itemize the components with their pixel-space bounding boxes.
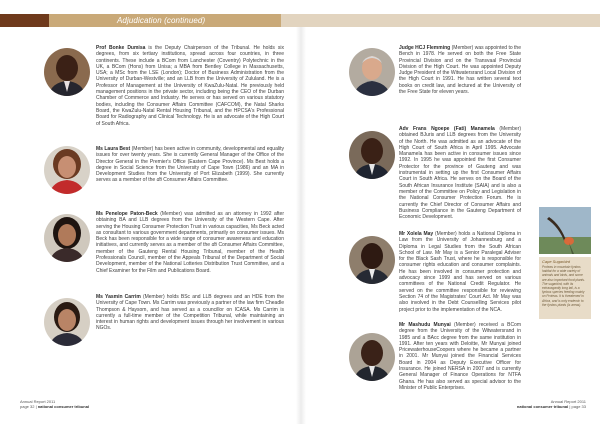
sugarbird-caption-title: Cape Sugarbird: [542, 259, 571, 264]
bio-dti: dti: [211, 242, 217, 249]
bio-name: Ms Penelope Paton-Beck: [96, 211, 158, 217]
bio-laura-best: [96, 146, 284, 184]
photo-xolela-may: [349, 236, 395, 284]
footer-right-brand: national consumer tribunal: [516, 404, 569, 409]
bio-name: Judge HCJ Flemming: [399, 45, 451, 51]
bio-name: Mr Mashudu Munyai: [399, 322, 451, 328]
bio-body: (Member) received a BCom degree from the University of the Witwatersrand in 1985 and a BAcc degree from the same institution in 1991. After ten years with Deloitte, Mr Munyai joined PricewaterhouseCoopers where he became a partner in 2001. Mr Munyai joined the Financial Services Board in 2004 as Deputy Executive Officer for Insurance. He joined NERSA in 2007 and is currently General Manager of Finance Operations for NTFA Ghana. He has also served as special advisor to the Minister of Public Enterprises.: [399, 322, 522, 391]
sugarbird-photo: [539, 207, 591, 254]
photo-hcj-flemming: [349, 48, 395, 96]
bio-name: Ms Laura Best: [96, 146, 131, 152]
bio-body: (Member) holds BSc and LLB degrees and an HDE from the University of Cape Town. Ms Carrim was previously a partner of the law firm Cheadle Thompson & Haysom, and has served as a councillor on ICASA. Ms Carrim is currently a full-time member of the Competition Tribunal, while maintaining an interest in human rights and development issues through her involvement in various NGOs.: [96, 294, 284, 332]
bio-name: Adv Frans Ngoepe (Fati) Manamela: [399, 126, 495, 132]
footer-left: [20, 399, 140, 409]
bio-bonke-dumisa: [96, 45, 284, 127]
photo-penelope-paton-beck: [44, 214, 90, 262]
bio-penelope-paton-beck: [96, 211, 284, 274]
bio-body: (Member) was appointed to the Bench in 1978. He served on both the Free State Provincial Division and on the Transvaal Provincial Division of the High Court. He was appointed Deputy Judge President of the Witwatersrand Local Division of the High Court in 1991. He has written several text books on credit law, and lectured at the University of the Free State for eleven years.: [399, 45, 521, 96]
bio-name: Mr Xolela May: [399, 231, 434, 237]
footer-left-report: Annual Report 2011: [20, 399, 56, 404]
footer-right: [476, 399, 586, 409]
bio-hcj-flemming: [399, 45, 521, 95]
footer-right-page-line: [476, 404, 586, 409]
footer-left-brand: national consumer tribunal: [37, 404, 90, 409]
bio-body: (Member) holds a National Diploma in Law from the University of Johannesburg and a Diploma in Legal Studies from the South African School of Law. Mr May is a Senior Paralegal Adviser for the Black Sash Trust, where he is responsible for consumer rights education and consumer complaints. He has been involved in consumer protection and advocacy since 1999 and has served on various committees of the National Credit Regulator. He served on the committee responsible for reviewing Section 74 of the Magistrates' Court Act. Mr May was also involved in the Debt Counselling Services pilot project prior to the implementation of the NCA.: [399, 231, 521, 313]
footer-right-page: | page 33: [568, 404, 586, 409]
bio-body-end: Consumer Affairs Committee, member of the Gauteng Rental Housing Tribunal, member of the Health Professionals Council, member of the Appeals Tribunal of the Department of Social Development, member of the National Lotteries Distribution Trust Committee, and a Chief Examiner for the Film and Publications Board.: [96, 242, 284, 274]
bio-body: (Member) was admitted as an attorney in 1992 after obtaining BA and LLB degrees from the University of the Western Cape. After serving the Housing Consumer Protection Trust in various capacities, Ms Beck acted as consultant to various government departments, primarily on consumer issues. Ms Beck has been responsible for a wide range of consumer awareness and education initiatives, and currently serves as a member of the: [96, 211, 284, 249]
footer-left-page: page 32 |: [20, 404, 38, 409]
bio-frans-ngoepe-manamela: [399, 126, 521, 220]
bio-body: (Member) has been active in community, developmental and equality issues for over twenty years. She is currently General Manager of the Office of the Director General in the Premier's Office (Eastern Cape Province). Ms Best holds a degree in Social Science from the University of Cape Town (1986) and an MA in Development Studies from the University of Port Elizabeth (1999). She currently serves as a member of the: [96, 146, 284, 184]
sugarbird-caption-text: Proteas in mountain fynbos habitat for a wide variety of animals and birds, and some are also important food plants. The sugarbird, with its extravagantly long tail, is a fynbos species feeding mainly on Proteas. It is threatened in Africa, and is only endemic to the fynbos plants (is areas).: [542, 265, 585, 307]
photo-yasmin-carrim: [44, 298, 90, 346]
page-spine: [296, 27, 306, 424]
bio-body: (Member) obtained BJuris and LLB degrees from the University of the North. He was admitted as an advocate of the High Court of South Africa in April 1995. Advocate Manamela has been active in consumer issues since 1992. In 1995 he was appointed the first Consumer Protector for the province of Gauteng and was instrumental in setting up the first Consumer Affairs Court in South Africa. He serves on the Board of the South African Insurance Institute (SAIA) and is also a member of the Committee on Policy and Legislation in the National Consumer Protection Forum. He is currently the Chief Director of Consumer Affairs and Business Compliance in the Gauteng Department of Economic Development.: [399, 126, 521, 221]
photo-bonke-dumisa: [44, 48, 90, 96]
bio-yasmin-carrim: [96, 294, 284, 332]
bio-name: Ms Yasmin Carrim: [96, 294, 141, 300]
bio-xolela-may: [399, 231, 521, 313]
footer-left-page-line: [20, 404, 140, 409]
photo-laura-best: [44, 146, 90, 194]
footer-right-report: Annual Report 2011: [550, 399, 586, 404]
header-accent: [0, 14, 49, 27]
photo-frans-ngoepe-manamela: [349, 131, 395, 179]
bio-mashudu-munyai: [399, 322, 521, 391]
sugarbird-caption-box: [539, 257, 591, 319]
bio-body: is the Deputy Chairperson of the Tribunal. He holds six degrees, from six tertiary institutions, spread across four countries, in three continents. These include a BCom from Lanchester (Coventry) Polytechnic in the UK, a BCom (Hons) from Unisa; a MBA from Bentley College in Massachusetts, USA; a MSc from the LSE (London); Doctor of Business Administration from the University of Durban-Westville; and an LLB from the University of Zululand. He is a Professor of Management at the University of KwaZulu-Natal. He previously held management positions in the private sector, including being the CEO of the Durban Chamber of Commerce and Industry. He serves or has served on various statutory bodies, including the Consumer Affairs Committee (CAFCOM), the Natal Sharks Board, the KwaZulu-Natal Rental Housing Tribunal, and the HPCSA's Professional Board for Radiography and Clinical Technology. He is an advocate of the High Court of South Africa.: [96, 45, 284, 127]
section-title: Adjudication (continued): [117, 16, 206, 25]
bio-body-end: Consumer Affairs Committee.: [161, 177, 229, 184]
bio-dti: dti: [156, 177, 162, 184]
bio-name: Prof Bonke Dumisa: [96, 45, 146, 51]
photo-mashudu-munyai: [349, 333, 395, 381]
